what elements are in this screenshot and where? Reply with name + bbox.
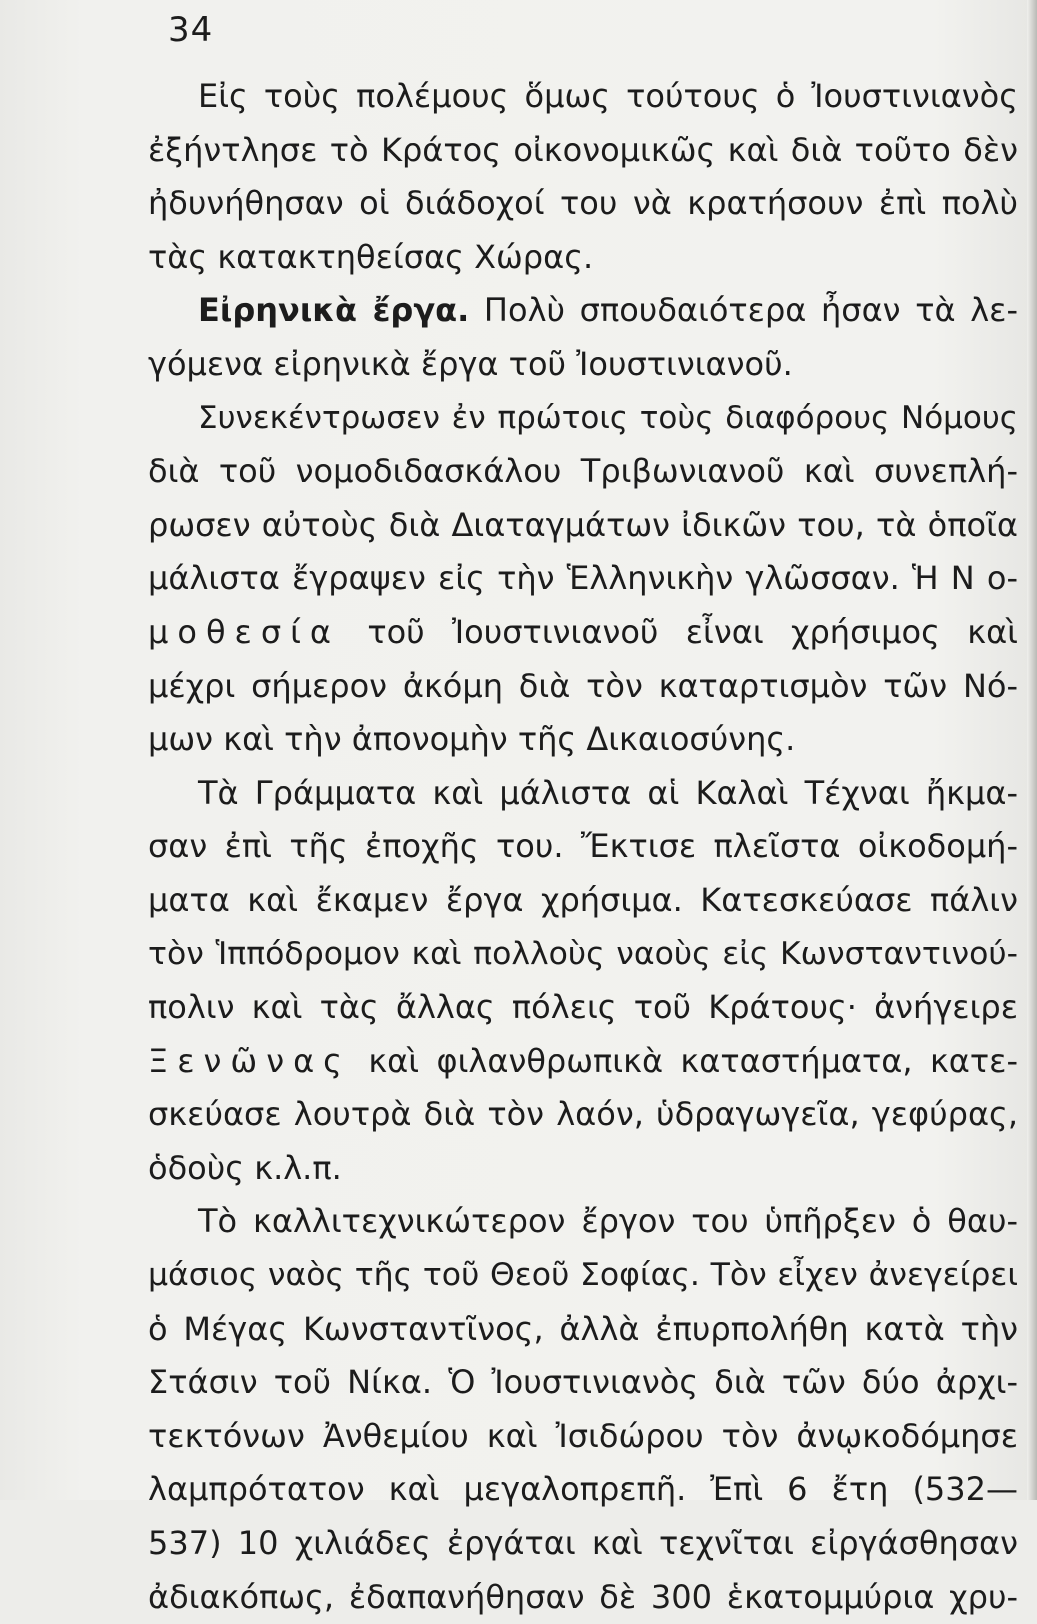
- text-line: [148, 820, 1018, 874]
- line-text: ὁ Μέγας Κωνσταντῖνος, ἀλλὰ ἐπυρπολήθη κατὰ τὴν: [148, 1309, 1018, 1348]
- line-text: πολιν καὶ τὰς ἄλλας πόλεις τοῦ Κράτους· ἀνήγειρε: [148, 988, 1018, 1027]
- line-text: ἀδιακόπως, ἐδαπανήθησαν δὲ 300 ἑκατομμύρια χρυ-: [148, 1577, 1018, 1616]
- spaced-emphasis: Ξενῶνας: [148, 1041, 351, 1080]
- page-edge-shadow: [1027, 0, 1037, 1500]
- text-line: [148, 1142, 1018, 1196]
- text-line: [148, 1088, 1018, 1142]
- line-text: λαμπρότατον καὶ μεγαλοπρεπῆ. Ἐπὶ 6 ἔτη (532—: [148, 1470, 1018, 1509]
- line-text: μάσιος ναὸς τῆς τοῦ Θεοῦ Σοφίας. Τὸν εἶχεν ἀνεγείρει: [148, 1257, 1018, 1294]
- line-text: Τὸ καλλιτεχνικώτερον ἔργον του ὑπῆρξεν ὁ θαυ-: [198, 1202, 1018, 1241]
- text-line: [148, 1463, 1018, 1517]
- text-line: [148, 713, 1018, 767]
- text-line: [148, 284, 1018, 338]
- text-line: [148, 928, 1018, 982]
- line-text: ματα καὶ ἔκαμεν ἔργα χρήσιμα. Κατεσκεύασε πάλιν: [148, 880, 1018, 919]
- line-text: μέχρι σήμερον ἀκόμη διὰ τὸν καταρτισμὸν τῶν Νό-: [148, 666, 1018, 705]
- text-line: [148, 981, 1018, 1035]
- text-line: [148, 1249, 1018, 1303]
- text-line: [148, 1303, 1018, 1357]
- line-text: Τὰ Γράμματα καὶ μάλιστα αἱ Καλαὶ Τέχναι ἤκμα-: [198, 773, 1018, 812]
- text-line: [148, 70, 1018, 124]
- section-heading: Εἰρηνικὰ ἔργα.: [198, 291, 470, 330]
- line-text: σαν ἐπὶ τῆς ἐποχῆς του. Ἔκτισε πλεῖστα οἰκοδομή-: [148, 827, 1018, 866]
- text-line: [148, 874, 1018, 928]
- line-text: Συνεκέντρωσεν ἐν πρώτοις τοὺς διαφόρους Νόμους: [198, 399, 1018, 436]
- text-line: [148, 499, 1018, 553]
- line-text: τοῦ Ἰουστινιανοῦ εἶναι χρήσιμος καὶ: [340, 612, 1018, 651]
- line-text: διὰ τοῦ νομοδιδασκάλου Τριβωνιανοῦ καὶ συνεπλή-: [148, 452, 1018, 491]
- line-text: μων καὶ τὴν ἀπονομὴν τῆς Δικαιοσύνης.: [148, 720, 796, 759]
- text-line: [148, 1571, 1018, 1624]
- line-text: ρωσεν αὐτοὺς διὰ Διαταγμάτων ἰδικῶν του, τὰ ὁποῖα: [148, 505, 1018, 544]
- text-line: [148, 231, 1018, 285]
- line-text: ὁδοὺς κ.λ.π.: [148, 1148, 342, 1187]
- text-line: [148, 1195, 1018, 1249]
- line-text: τὸν Ἱππόδρομον καὶ πολλοὺς ναοὺς εἰς Κωνσταντινού-: [148, 935, 1018, 972]
- text-line: [148, 124, 1018, 178]
- line-text: σκεύασε λουτρὰ διὰ τὸν λαόν, ὑδραγωγεῖα, γεφύρας,: [148, 1095, 1018, 1134]
- line-text: ἠδυνήθησαν οἱ διάδοχοί του νὰ κρατήσουν ἐπὶ πολὺ: [148, 184, 1018, 223]
- text-line: [148, 445, 1018, 499]
- text-line: [148, 1517, 1018, 1571]
- text-line: [148, 177, 1018, 231]
- page-number: 34: [168, 10, 214, 50]
- line-text: ἐξήντλησε τὸ Κράτος οἰκονομικῶς καὶ διὰ τοῦτο δὲν: [148, 130, 1018, 169]
- text-line: [148, 1410, 1018, 1464]
- text-line: [148, 1356, 1018, 1410]
- text-line: [148, 767, 1018, 821]
- text-line: [148, 392, 1018, 446]
- text-line: [148, 1035, 1018, 1089]
- line-text: 537) 10 χιλιάδες ἐργάται καὶ τεχνῖται εἰργάσθησαν: [148, 1524, 1018, 1563]
- line-text: τὰς κατακτηθείσας Χώρας.: [148, 237, 594, 276]
- line-text: τεκτόνων Ἀνθεμίου καὶ Ἰσιδώρου τὸν ἀνῳκοδόμησε: [148, 1416, 1018, 1455]
- body-text: [148, 70, 1018, 1624]
- line-text: γόμενα εἰρηνικὰ ἔργα τοῦ Ἰουστινιανοῦ.: [148, 344, 793, 383]
- spaced-emphasis: μοθεσία: [148, 612, 341, 651]
- line-text: μάλιστα ἔγραψεν εἰς τὴν Ἑλληνικὴν γλῶσσαν. Ἡ Ν ο-: [148, 559, 1018, 598]
- line-text: Στάσιν τοῦ Νίκα. Ὁ Ἰουστινιανὸς διὰ τῶν δύο ἀρχι-: [148, 1363, 1018, 1402]
- text-line: [148, 660, 1018, 714]
- text-line: [148, 338, 1018, 392]
- line-text: Εἰς τοὺς πολέμους ὅμως τούτους ὁ Ἰουστινιανὸς: [198, 77, 1018, 115]
- text-line: [148, 606, 1018, 660]
- line-text: Πολὺ σπουδαιότερα ἦσαν τὰ λε-: [469, 291, 1019, 330]
- line-text: καὶ φιλανθρωπικὰ καταστήματα, κατε-: [350, 1041, 1018, 1080]
- text-line: [148, 552, 1018, 606]
